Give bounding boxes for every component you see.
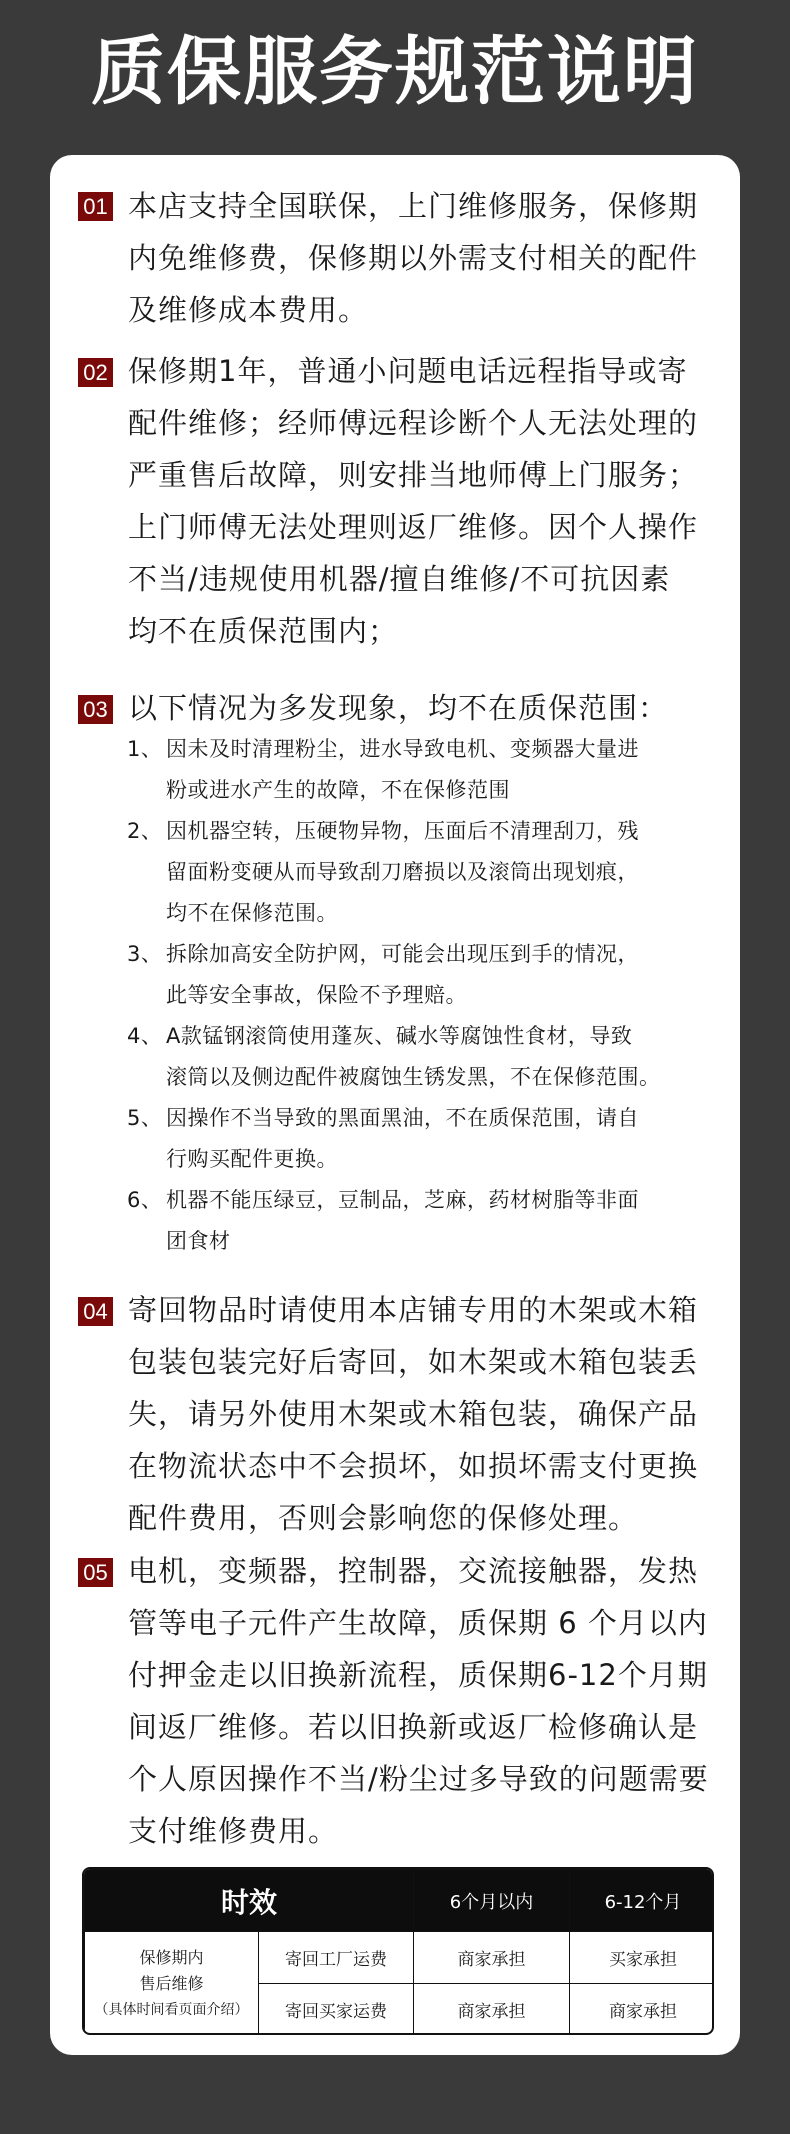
row-group-line2: 售后维修 xyxy=(139,1973,204,1993)
section-text: 本店支持全国联保，上门维修服务，保修期 内免维修费，保修期以外需支付相关的配件 及维修成本费用。 xyxy=(128,189,699,327)
table-cell: 商家承担 xyxy=(414,1984,570,2036)
section-number-badge: 04 xyxy=(78,1297,113,1326)
list-item-text: 拆除加高安全防护网，可能会出现压到手的情况， 此等安全事故，保险不予理赔。 xyxy=(166,942,639,1007)
list-item-number: 6、 xyxy=(127,1188,163,1212)
list-item-number: 2、 xyxy=(127,819,163,843)
list-item-text: 因机器空转，压硬物异物，压面后不清理刮刀，残 留面粉变硬从而导致刮刀磨损以及滚筒出现划痕， 均不在保修范围。 xyxy=(166,819,639,925)
list-item xyxy=(127,1016,727,1098)
section-text: 电机，变频器，控制器，交流接触器，发热 管等电子元件产生故障，质保期 6 个月以内 付押金走以旧换新流程，质保期6-12个月期 间返厂维修。若以旧换新或返厂检修确认是 个人原因操作不当/粉尘过多导致的问题需要 支付维修费用。 xyxy=(128,1554,709,1848)
list-item xyxy=(127,1098,727,1180)
page-title: 质保服务规范说明 xyxy=(91,29,699,115)
row-group-cell xyxy=(85,1932,259,2036)
list-item xyxy=(127,1180,727,1262)
table-header-main: 时效 xyxy=(85,1870,414,1932)
row-group-note: （具体时间看页面介绍） xyxy=(94,2001,249,2018)
table-header-col2: 6-12个月 xyxy=(570,1870,714,1932)
list-item-text: 因操作不当导致的黑面黑油，不在质保范围，请自 行购买配件更换。 xyxy=(166,1106,639,1171)
warranty-card xyxy=(50,155,740,2055)
list-item xyxy=(127,934,727,1016)
section-text: 保修期1年，普通小问题电话远程指导或寄 配件维修；经师傅远程诊断个人无法处理的 严重售后故障，则安排当地师傅上门服务； 上门师傅无法处理则返厂维修。因个人操作 不当/违规使用机器/擅自维修/不可抗因素 均不在质保范围内； xyxy=(128,354,699,648)
table-cell: 商家承担 xyxy=(414,1932,570,1984)
list-item-number: 3、 xyxy=(127,942,163,966)
list-item-text: A款锰钢滚筒使用蓬灰、碱水等腐蚀性食材，导致 滚筒以及侧边配件被腐蚀生锈发黑，不在保修范围。 xyxy=(166,1024,661,1089)
row-group-line1: 保修期内 xyxy=(139,1947,204,1967)
section-number-badge: 01 xyxy=(78,192,113,221)
table-cell: 商家承担 xyxy=(570,1984,714,2036)
list-item xyxy=(127,729,727,811)
section-number-badge: 03 xyxy=(78,695,113,724)
section-number-badge: 05 xyxy=(78,1558,113,1587)
list-item-number: 4、 xyxy=(127,1024,163,1048)
section-text: 寄回物品时请使用本店铺专用的木架或木箱 包装包装完好后寄回，如木架或木箱包装丢 失，请另外使用木架或木箱包装，确保产品 在物流状态中不会损坏，如损坏需支付更换 配件费用，否则会影响您的保修处理。 xyxy=(128,1293,699,1535)
section-number-badge: 02 xyxy=(78,358,113,387)
section-text: 以下情况为多发现象，均不在质保范围： xyxy=(128,691,669,725)
table-cell: 买家承担 xyxy=(570,1932,714,1984)
list-item-text: 机器不能压绿豆，豆制品，芝麻，药材树脂等非面 团食材 xyxy=(166,1188,639,1253)
table-row-label: 寄回买家运费 xyxy=(259,1984,414,2036)
list-item-number: 5、 xyxy=(127,1106,163,1130)
table-header-col1: 6个月以内 xyxy=(414,1870,570,1932)
list-item-text: 因未及时清理粉尘，进水导致电机、变频器大量进 粉或进水产生的故障，不在保修范围 xyxy=(166,737,639,802)
exclusion-list xyxy=(127,729,727,1262)
warranty-table xyxy=(82,1867,714,2035)
list-item xyxy=(127,811,727,934)
list-item-number: 1、 xyxy=(127,737,163,761)
table-row-label: 寄回工厂运费 xyxy=(259,1932,414,1984)
